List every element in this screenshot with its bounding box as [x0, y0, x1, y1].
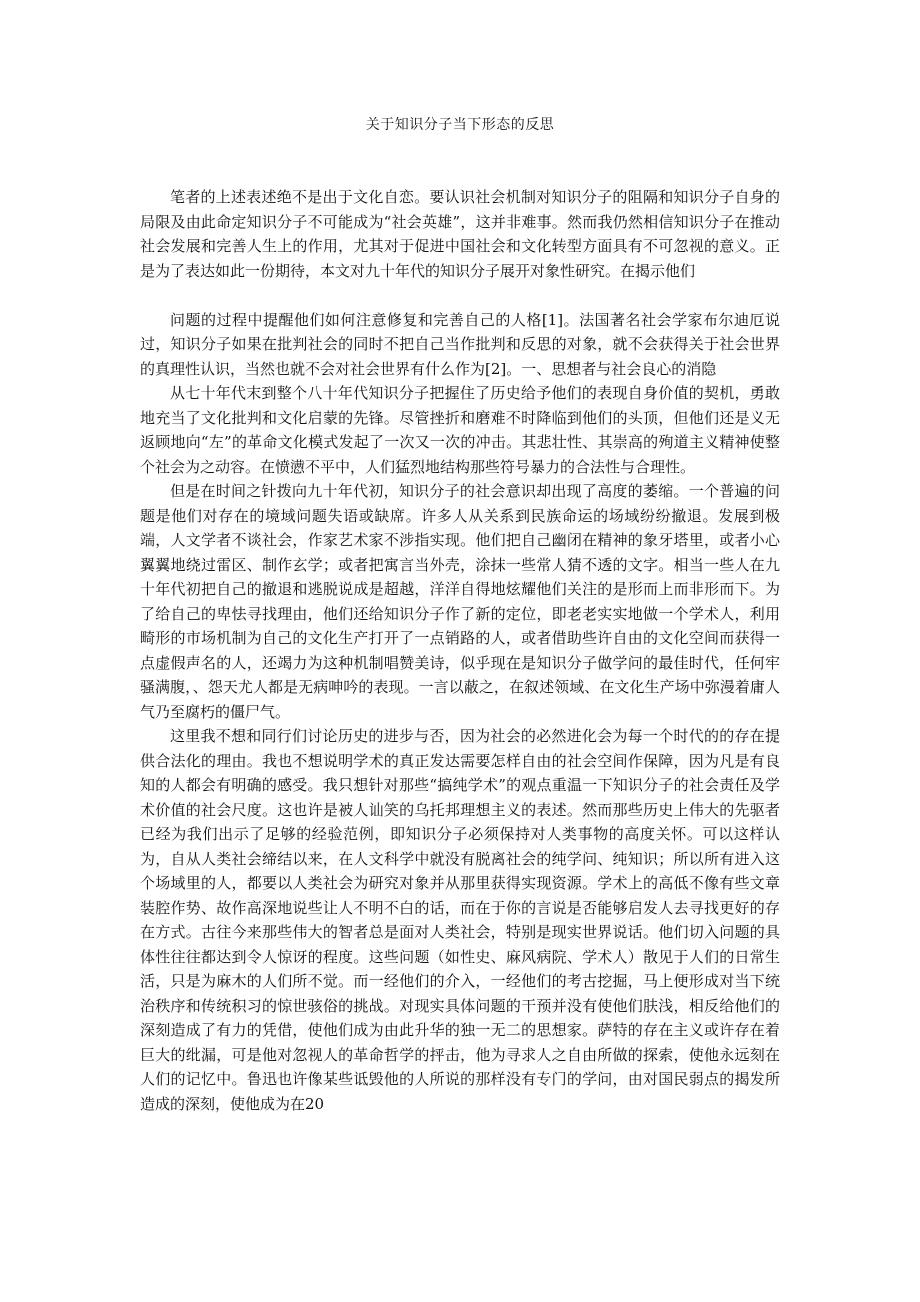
paragraph-intro: 笔者的上述表述绝不是出于文化自恋。要认识社会机制对知识分子的阻隔和知识分子自身的局限及由此命定知识分子不可能成为“社会英雄”，这并非难事。然而我仍然相信知识分子在推动社会发展和完善人生上的作用，尤其对于促进中国社会和文化转型方面具有不可忽视的意义。正是为了表达如此一份期待，本文对九十年代的知识分子展开对象性研究。在揭示他们 — [140, 188, 780, 280]
paragraph-problem: 问题的过程中提醒他们如何注意修复和完善自己的人格[1]。法国著名社会学家布尔迪厄说过，知识分子如果在批判社会的同时不把自己当作批判和反思的对象，就不会获得关于社会世界的真理性认识，当然也就不会对社会世界有什么作为[2]。一、思想者与社会良心的消隐 — [140, 310, 780, 378]
paragraph-responsibility: 这里我不想和同行们讨论历史的进步与否，因为社会的必然进化会为每一个时代的的存在提供合法化的理由。我也不想说明学术的真正发达需要怎样自由的社会空间作保障，因为凡是有良知的人都会有明确的感受。我只想针对那些“搞纯学术”的观点重温一下知识分子的社会责任及学术价值的社会尺度。这也许是被人讪笑的乌托邦理想主义的表述。然而那些历史上伟大的先驱者已经为我们出示了足够的经验范例，即知识分子必须保持对人类事物的高度关怀。可以这样认为，自从人类社会缔结以来，在人文科学中就没有脱离社会的纯学问、纯知识；所以所有进入这个场域里的人，都要以人类社会为研究对象并从那里获得实现资源。学术上的高低不像有些文章装腔作势、故作高深地说些让人不明不白的话，而在于你的言说是否能够启发人去寻找更好的存在方式。古往今来那些伟大的智者总是面对人类社会，特别是现实世界说话。他们切入问题的具体性往往都达到令人惊讶的程度。这些问题（如性史、麻风病院、学术人）散见于人们的日常生活，只是为麻木的人们所不觉。而一经他们的介入，一经他们的考古挖掘，马上便形成对当下统治秩序和传统积习的惊世骇俗的挑战。对现实具体问题的干预并没有使他们肤浅，相反给他们的深刻造成了有力的凭借，使他们成为由此升华的独一无二的思想家。萨特的存在主义或许存在着巨大的纰漏，可是他对忽视人的革命哲学的抨击，他为寻求人之自由所做的探索，使他永远刻在人们的记忆中。鲁迅也许像某些诋毁他的人所说的那样没有专门的学问，由对国民弱点的揭发所造成的深刻，使他成为在20 — [140, 727, 780, 1113]
document-title: 关于知识分子当下形态的反思 — [365, 117, 555, 133]
paragraph-seventies: 从七十年代末到整个八十年代知识分子把握住了历史给予他们的表现自身价值的契机，勇敢地充当了文化批判和文化启蒙的先锋。尽管挫折和磨难不时降临到他们的头顶，但他们还是义无返顾地向“左”的革命文化模式发起了一次又一次的冲击。其悲壮性、其崇高的殉道主义精神使整个社会为之动容。在愤懑不平中，人们猛烈地结构那些符号暴力的合法性与合理性。 — [140, 384, 780, 476]
paragraph-nineties: 但是在时间之针拨向九十年代初，知识分子的社会意识却出现了高度的萎缩。一个普遍的问题是他们对存在的境域问题失语或缺席。许多人从关系到民族命运的场域纷纷撤退。发展到极端，人文学者不谈社会，作家艺术家不涉指实现。他们把自己幽闭在精神的象牙塔里，或者小心翼翼地绕过雷区、制作玄学；或者把寓言当外壳，涂抹一些常人猜不透的文字。相当一些人在九十年代初把自己的撤退和逃脱说成是超越，洋洋自得地炫耀他们关注的是形而上而非形而下。为了给自己的卑怯寻找理由，他们还给知识分子作了新的定位，即老老实实地做一个学术人，利用畸形的市场机制为自己的文化生产打开了一点销路的人，或者借助些许自由的文化空间而获得一点虚假声名的人，还竭力为这种机制唱赞美诗，似乎现在是知识分子做学问的最佳时代，任何牢骚满腹，、怨天尤人都是无病呻吟的表现。一言以蔽之，在叙述领域、在文化生产场中弥漫着庸人气乃至腐朽的僵尸气。 — [140, 482, 780, 721]
document-body — [140, 185, 780, 1116]
